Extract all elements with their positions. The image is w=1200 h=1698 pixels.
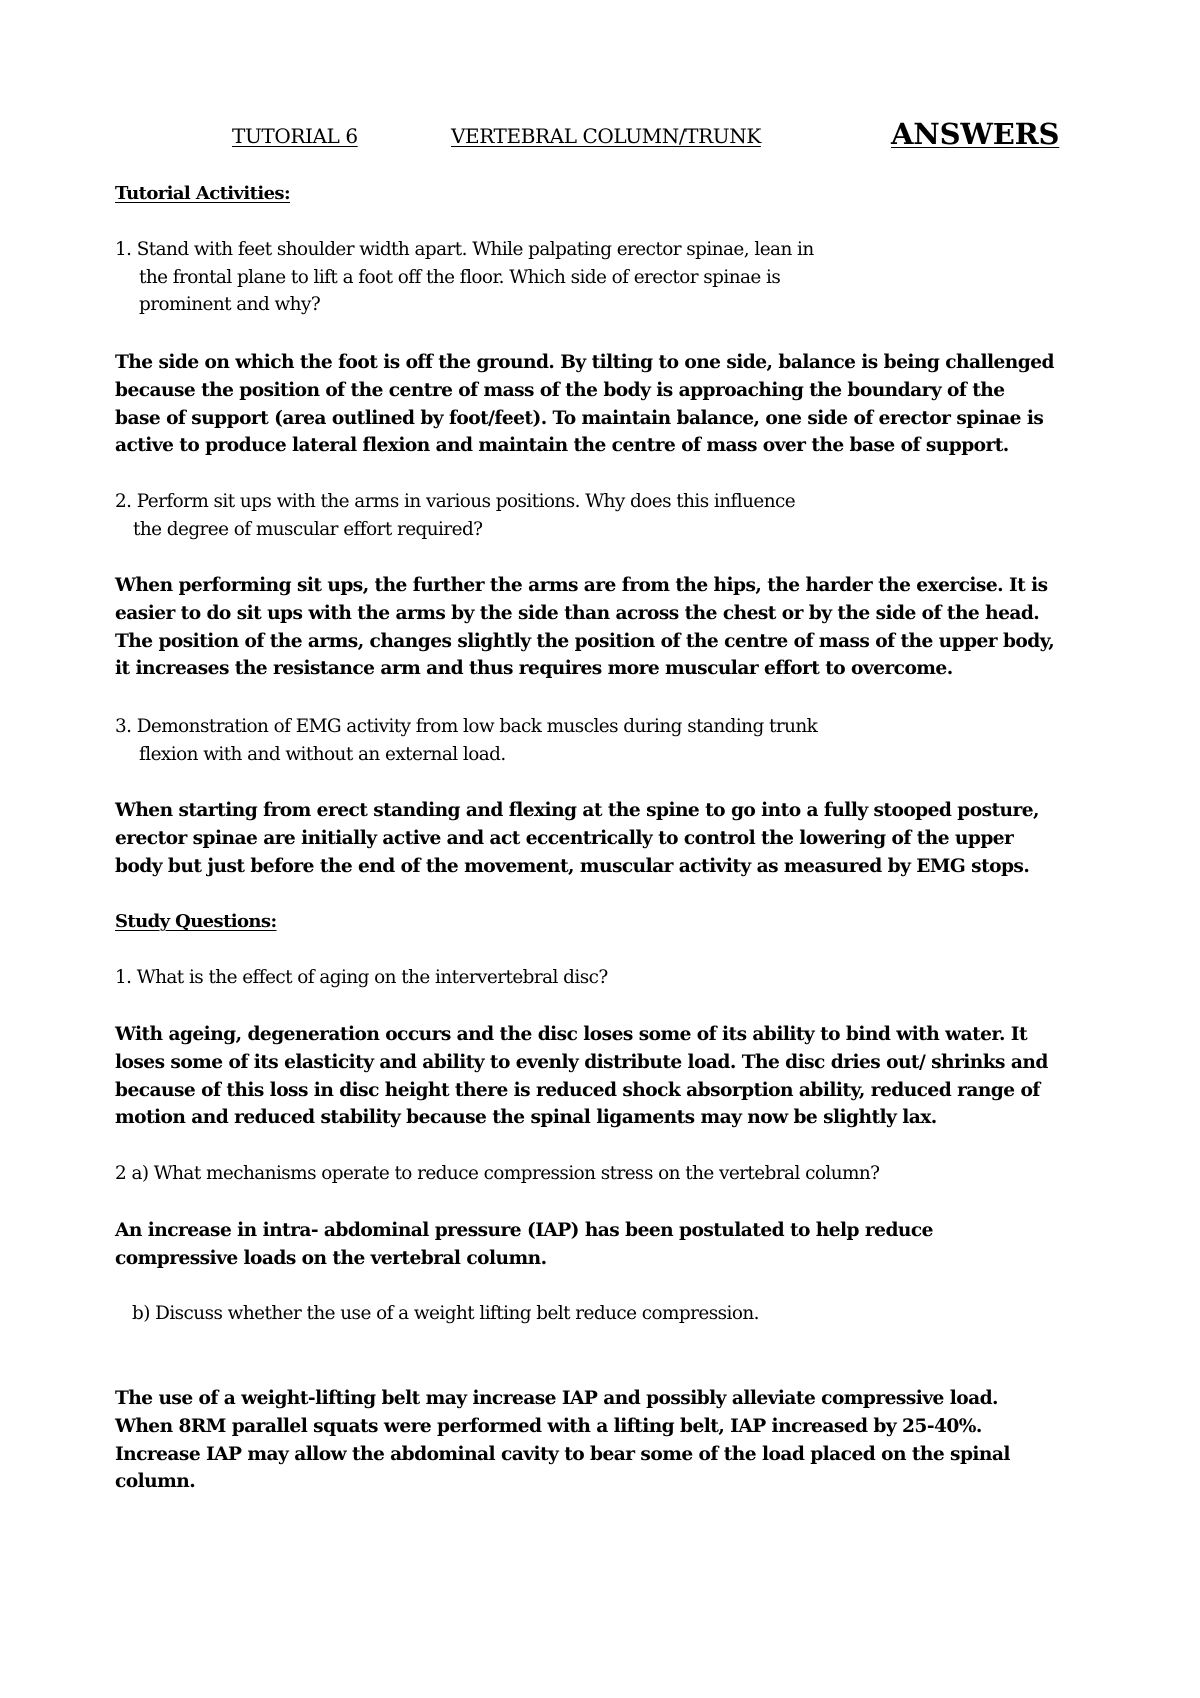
answer-line: The position of the arms, changes slightly the position of the centre of mass of the upper body, — [115, 630, 1055, 652]
question-line: 2 a) What mechanisms operate to reduce compression stress on the vertebral column? — [115, 1163, 880, 1184]
answer-line: The use of a weight-lifting belt may increase IAP and possibly alleviate compressive load. — [115, 1388, 998, 1409]
answer-line: erector spinae are initially active and act eccentrically to control the lowering of the upper — [115, 827, 1014, 849]
answer-line: When 8RM parallel squats were performed with a lifting belt, IAP increased by 25-40%. — [115, 1415, 982, 1437]
activity-question-1 — [115, 236, 814, 319]
answer-line: When starting from erect standing and flexing at the spine to go into a fully stooped posture, — [115, 800, 1039, 821]
question-line: 1. Stand with feet shoulder width apart. While palpating erector spinae, lean in — [115, 239, 814, 260]
answer-line: compressive loads on the vertebral column. — [115, 1247, 547, 1269]
tutorial-topic: VERTEBRAL COLUMN/TRUNK — [451, 124, 761, 148]
study-question-2a — [115, 1160, 880, 1188]
answer-line: An increase in intra- abdominal pressure (IAP) has been postulated to help reduce — [115, 1220, 933, 1241]
answer-line: column. — [115, 1471, 196, 1493]
question-line: 1. What is the effect of aging on the intervertebral disc? — [115, 967, 608, 988]
question-line: b) Discuss whether the use of a weight lifting belt reduce compression. — [132, 1303, 759, 1324]
study-answer-2b — [115, 1385, 1010, 1496]
question-line: the degree of muscular effort required? — [133, 518, 483, 540]
answer-line: motion and reduced stability because the spinal ligaments may now be slightly lax. — [115, 1107, 937, 1129]
activity-answer-3 — [115, 797, 1039, 880]
study-answer-1 — [115, 1021, 1048, 1132]
activity-question-2 — [115, 488, 795, 543]
answer-line: because of this loss in disc height there is reduced shock absorption ability, reduced range of — [115, 1079, 1040, 1101]
answers-label: ANSWERS — [891, 117, 1060, 151]
tutorial-activities-heading: Tutorial Activities: — [115, 183, 290, 204]
answer-line: The side on which the foot is off the ground. By tilting to one side, balance is being challenged — [115, 352, 1054, 373]
question-line: prominent and why? — [139, 294, 321, 315]
study-question-1 — [115, 964, 608, 992]
answer-line: body but just before the end of the movement, muscular activity as measured by EMG stops. — [115, 855, 1030, 877]
answer-line: easier to do sit ups with the arms by the side than across the chest or by the side of the head. — [115, 602, 1040, 624]
activity-answer-2 — [115, 572, 1054, 683]
study-questions-heading: Study Questions: — [115, 911, 277, 932]
activity-answer-1 — [115, 349, 1054, 460]
answer-line: With ageing, degeneration occurs and the disc loses some of its ability to bind with water. It — [115, 1024, 1027, 1045]
answer-line: When performing sit ups, the further the arms are from the hips, the harder the exercise. It is — [115, 575, 1048, 596]
study-answer-2a — [115, 1217, 933, 1273]
question-line: 2. Perform sit ups with the arms in various positions. Why does this influence — [115, 491, 796, 512]
answer-line: loses some of its elasticity and ability to evenly distribute load. The disc dries out/ shrinks and — [115, 1051, 1048, 1073]
question-line: the frontal plane to lift a foot off the floor. Which side of erector spinae is — [139, 266, 781, 288]
question-line: 3. Demonstration of EMG activity from low back muscles during standing trunk — [115, 716, 818, 737]
activity-question-3 — [115, 713, 817, 768]
answer-line: Increase IAP may allow the abdominal cavity to bear some of the load placed on the spinal — [115, 1443, 1010, 1465]
answer-line: active to produce lateral flexion and maintain the centre of mass over the base of support. — [115, 435, 1009, 457]
answer-line: it increases the resistance arm and thus requires more muscular effort to overcome. — [115, 658, 953, 680]
study-question-2b — [132, 1300, 759, 1328]
answer-line: base of support (area outlined by foot/feet). To maintain balance, one side of erector spinae is — [115, 407, 1044, 429]
tutorial-number: TUTORIAL 6 — [232, 124, 358, 148]
answer-line: because the position of the centre of mass of the body is approaching the boundary of the — [115, 379, 1005, 401]
question-line: flexion with and without an external load. — [139, 743, 506, 765]
